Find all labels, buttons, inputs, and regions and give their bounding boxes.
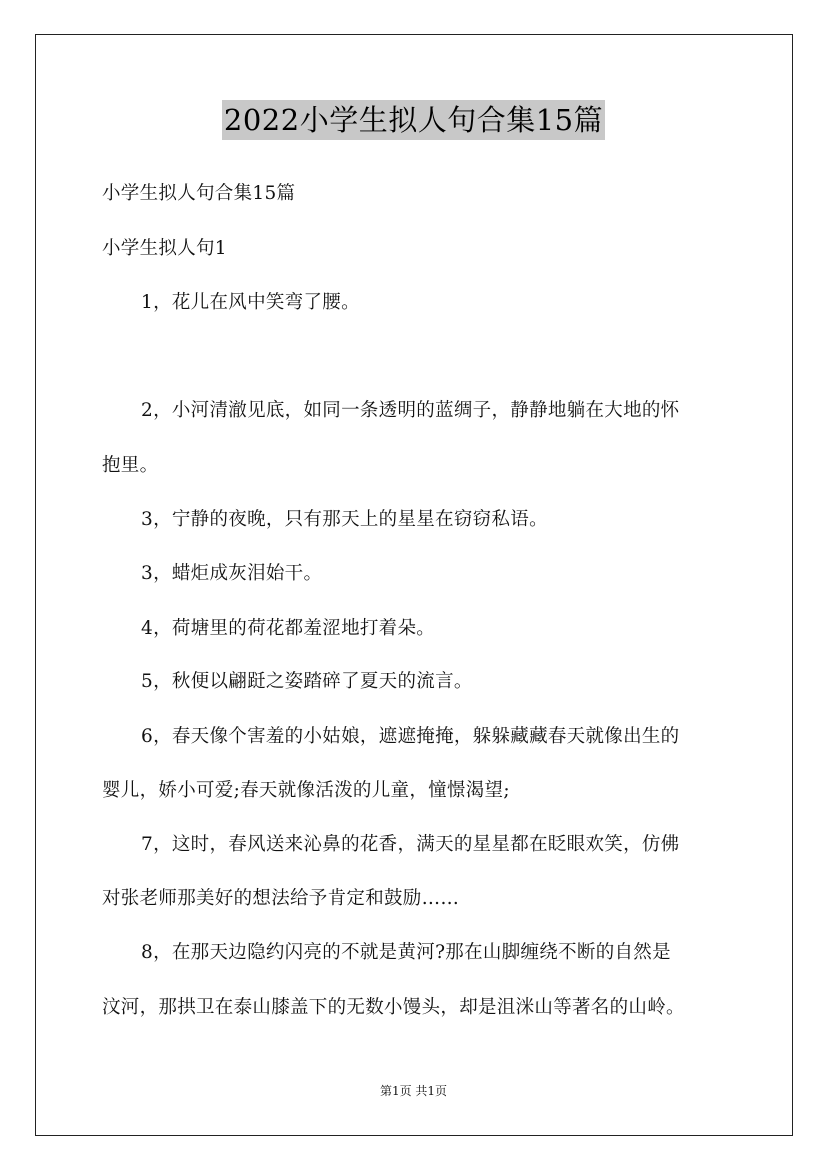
paragraph-line: 抱里。 (102, 455, 159, 476)
paragraph-line: 7，这时，春风送来沁鼻的花香，满天的星星都在眨眼欢笑，仿佛 (141, 834, 680, 855)
paragraph-line: 婴儿，娇小可爱;春天就像活泼的儿童，憧憬渴望; (102, 780, 510, 801)
paragraph-line: 汶河，那拱卫在泰山膝盖下的无数小馒头，却是沮洣山等著名的山岭。 (102, 997, 685, 1018)
paragraph-line: 4，荷塘里的荷花都羞涩地打着朵。 (141, 618, 436, 639)
paragraph-line: 对张老师那美好的想法给予肯定和鼓励…… (102, 888, 460, 909)
paragraph-line: 3，蜡炬成灰泪始干。 (141, 563, 323, 584)
title-block (0, 100, 827, 140)
paragraph-line: 6，春天像个害羞的小姑娘，遮遮掩掩，躲躲藏藏春天就像出生的 (141, 726, 680, 747)
paragraph-line: 2，小河清澈见底，如同一条透明的蓝绸子，静静地躺在大地的怀 (141, 400, 680, 421)
paragraph-line: 1，花儿在风中笑弯了腰。 (141, 292, 360, 313)
page-footer: 第1页 共1页 (379, 1084, 448, 1098)
paragraph-line: 小学生拟人句1 (102, 238, 227, 259)
document-title: 2022小学生拟人句合集15篇 (222, 100, 605, 140)
paragraph-line: 8，在那天边隐约闪亮的不就是黄河?那在山脚缠绕不断的自然是 (141, 942, 671, 963)
paragraph-line: 小学生拟人句合集15篇 (102, 183, 296, 204)
paragraph-line: 3，宁静的夜晚，只有那天上的星星在窃窃私语。 (141, 509, 548, 530)
paragraph-line: 5，秋便以翩跹之姿踏碎了夏天的流言。 (141, 671, 473, 692)
